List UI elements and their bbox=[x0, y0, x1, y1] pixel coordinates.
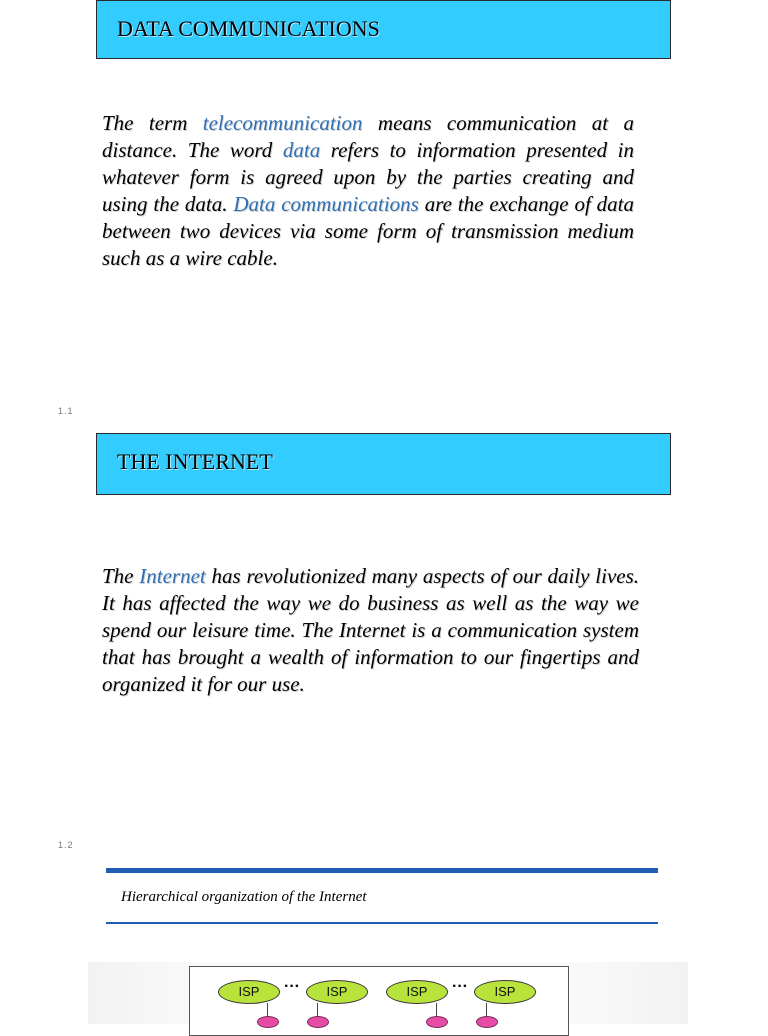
text-run: are the exchange of data between two devices via some form of transmission medium such as a wire cable. bbox=[102, 192, 634, 270]
highlight-term: Internet bbox=[139, 564, 206, 588]
section-title-box bbox=[96, 0, 671, 59]
link-line bbox=[486, 1003, 487, 1017]
body-paragraph bbox=[102, 110, 634, 272]
figure-caption: Hierarchical organization of the Internet bbox=[121, 889, 367, 905]
text-run: means communication at a distance. The word bbox=[102, 111, 634, 162]
caption-rule-bottom bbox=[106, 922, 658, 924]
isp-node: ISP bbox=[306, 980, 368, 1004]
ellipsis: ··· bbox=[452, 978, 468, 995]
body-paragraph bbox=[102, 563, 639, 698]
section-title-box bbox=[96, 433, 671, 495]
router-icon bbox=[257, 1016, 279, 1028]
highlight-term: data bbox=[282, 138, 321, 162]
isp-node: ISP bbox=[474, 980, 536, 1004]
text-run: has revolutionized many aspects of our daily lives. It has affected the way we do business as well as the way we spend our leisure time. The Internet is a communication system that has brought a wealth of information to our fingertips and organized it for our use. bbox=[102, 564, 640, 696]
highlight-term: telecommunication bbox=[202, 111, 363, 135]
isp-node: ISP bbox=[386, 980, 448, 1004]
link-line bbox=[317, 1003, 318, 1017]
page-number: 1.2 bbox=[58, 840, 74, 850]
text-run: The term bbox=[102, 111, 203, 135]
router-icon bbox=[476, 1016, 498, 1028]
page-number: 1.1 bbox=[58, 406, 74, 416]
section-title: DATA COMMUNICATIONS bbox=[117, 16, 380, 41]
router-icon bbox=[426, 1016, 448, 1028]
link-line bbox=[267, 1003, 268, 1017]
text-run: The bbox=[102, 564, 140, 588]
link-line bbox=[436, 1003, 437, 1017]
section-title: THE INTERNET bbox=[117, 449, 273, 474]
text-run: refers to information presented in whatever form is agreed upon by the parties creating and using the data. bbox=[102, 138, 634, 216]
caption-rule-top bbox=[106, 868, 658, 873]
ellipsis: ··· bbox=[284, 978, 300, 995]
router-icon bbox=[307, 1016, 329, 1028]
isp-node: ISP bbox=[218, 980, 280, 1004]
highlight-term: Data communications bbox=[233, 192, 419, 216]
